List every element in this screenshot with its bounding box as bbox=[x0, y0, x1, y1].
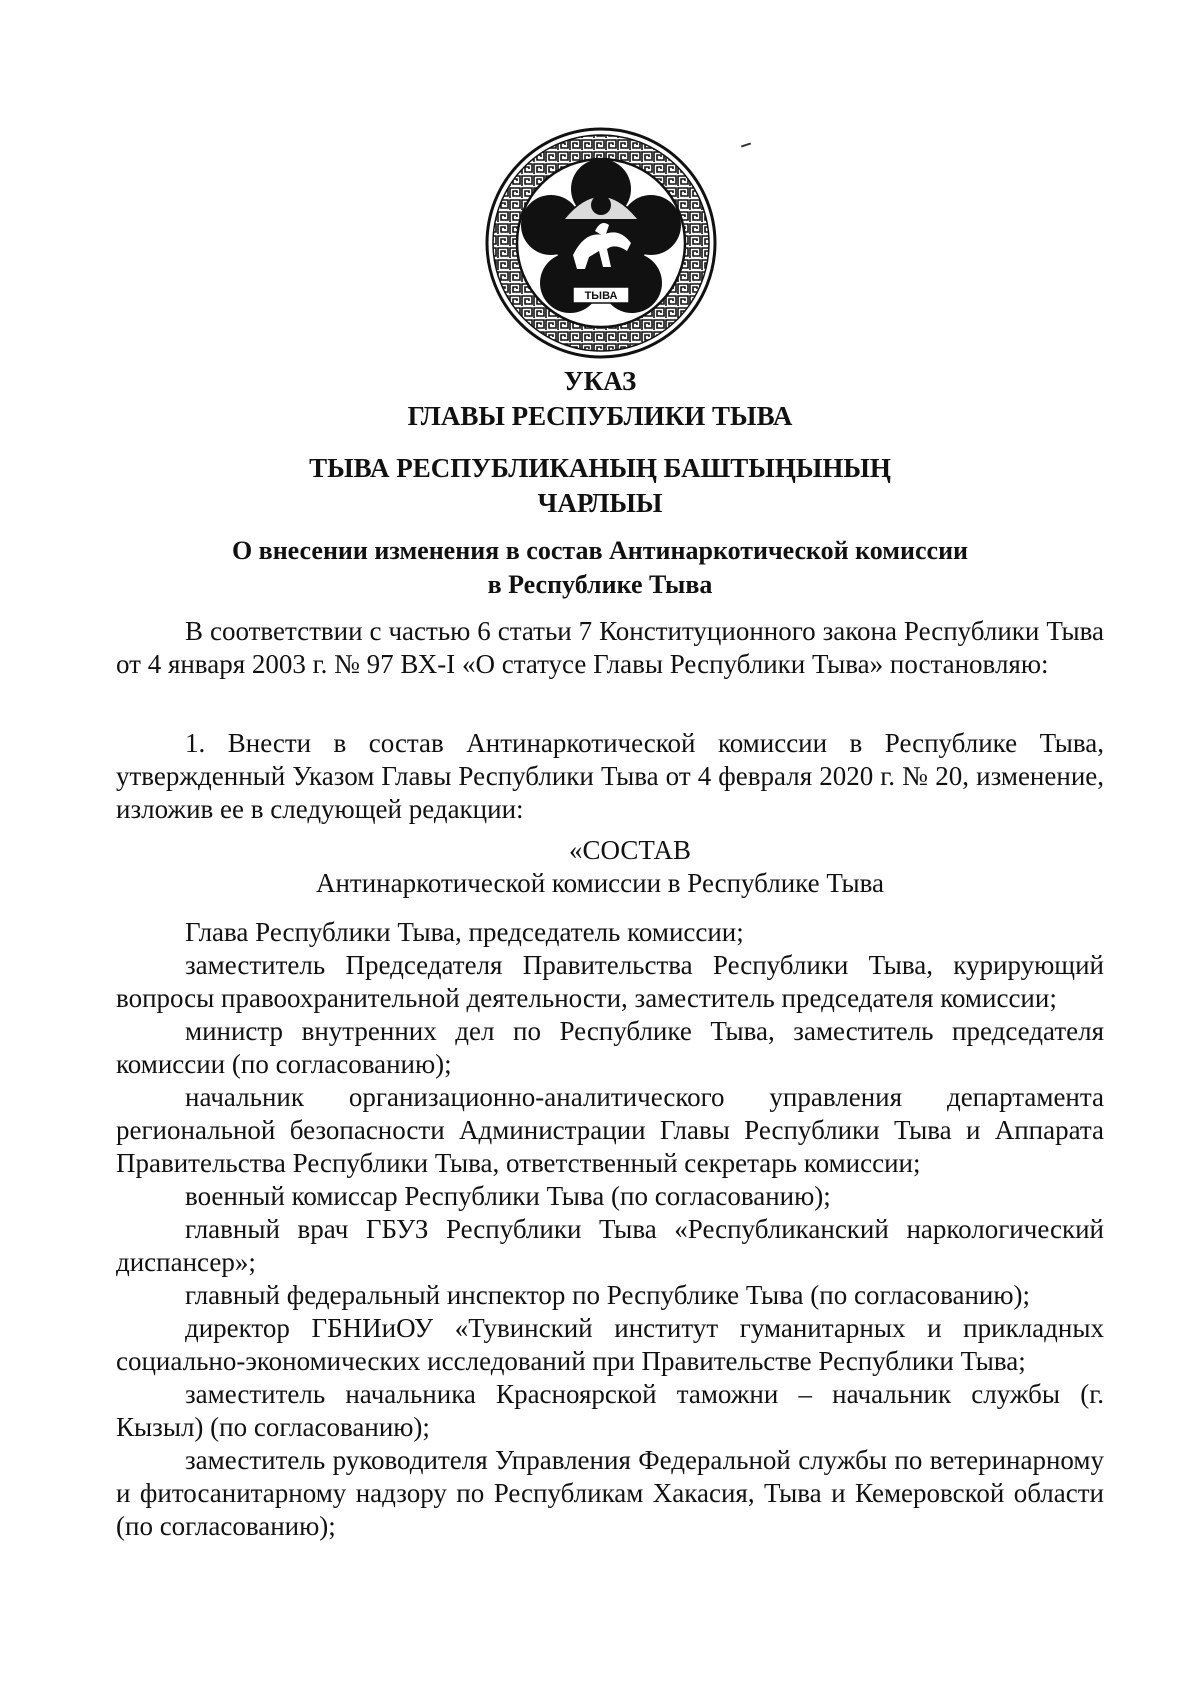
emblem-inscription: ТЫВА bbox=[584, 290, 618, 302]
subject-line1: О внесении изменения в состав Антинаркотической комиссии bbox=[231, 536, 969, 565]
stray-mark bbox=[741, 143, 751, 148]
composition-heading bbox=[0, 834, 1200, 900]
preamble-text: В соответствии с частью 6 статьи 7 Конституционного закона Республики Тыва от 4 января 2003 г. № 97 ВХ-I «О статусе Главы Республики Тыва» постановляю: bbox=[116, 616, 1104, 679]
title-ru-line2: ГЛАВЫ РЕСПУБЛИКИ ТЫВА bbox=[407, 401, 793, 431]
member-item: директор ГБНИиОУ «Тувинский институт гуманитарных и прикладных социально-экономических исследований при Правительстве Республики Тыва; bbox=[116, 1313, 1104, 1376]
composition-heading-line1: «СОСТАВ bbox=[568, 835, 691, 865]
member-item: начальник организационно-аналитического управления департамента региональной безопасности Администрации Главы Республики Тыва и Аппарата Правительства Республики Тыва, ответственный секретарь комиссии; bbox=[116, 1082, 1104, 1178]
member-item: военный комиссар Республики Тыва (по согласованию); bbox=[185, 1181, 831, 1211]
coat-of-arms-emblem bbox=[485, 127, 717, 359]
clause-1-text: 1. Внести в состав Антинаркотической комиссии в Республике Тыва, утвержденный Указом Главы Республики Тыва от 4 февраля 2020 г. № 20, изменение, изложив ее в следующей редакции: bbox=[116, 728, 1104, 824]
member-item: заместитель Председателя Правительства Республики Тыва, курирующий вопросы правоохранительной деятельности, заместитель председателя комиссии; bbox=[116, 950, 1104, 1013]
clause-1 bbox=[116, 727, 1104, 826]
title-tv-line2: ЧАРЛЫЫ bbox=[537, 488, 663, 518]
title-tv-line1: ТЫВА РЕСПУБЛИКАНЫҢ БАШТЫҢЫНЫҢ bbox=[309, 453, 891, 483]
member-item: главный врач ГБУЗ Республики Тыва «Республиканский наркологический диспансер»; bbox=[116, 1214, 1104, 1277]
preamble bbox=[116, 615, 1104, 681]
title-tv bbox=[0, 451, 1200, 521]
document-subject bbox=[0, 534, 1200, 602]
member-item: министр внутренних дел по Республике Тыва, заместитель председателя комиссии (по согласованию); bbox=[116, 1016, 1104, 1079]
subject-line2: в Республике Тыва bbox=[487, 570, 713, 599]
title-ru bbox=[0, 364, 1200, 434]
member-item: заместитель начальника Красноярской таможни – начальник службы (г. Кызыл) (по согласованию); bbox=[116, 1379, 1104, 1442]
member-item: главный федеральный инспектор по Республике Тыва (по согласованию); bbox=[185, 1280, 1031, 1310]
member-item: заместитель руководителя Управления Федеральной службы по ветеринарному и фитосанитарному надзору по Республикам Хакасия, Тыва и Кемеровской области (по согласованию); bbox=[116, 1445, 1104, 1541]
composition-heading-line2: Антинаркотической комиссии в Республике Тыва bbox=[315, 868, 885, 898]
member-item: Глава Республики Тыва, председатель комиссии; bbox=[185, 917, 744, 947]
composition-members bbox=[116, 916, 1104, 1543]
title-ru-line1: УКАЗ bbox=[563, 366, 637, 396]
